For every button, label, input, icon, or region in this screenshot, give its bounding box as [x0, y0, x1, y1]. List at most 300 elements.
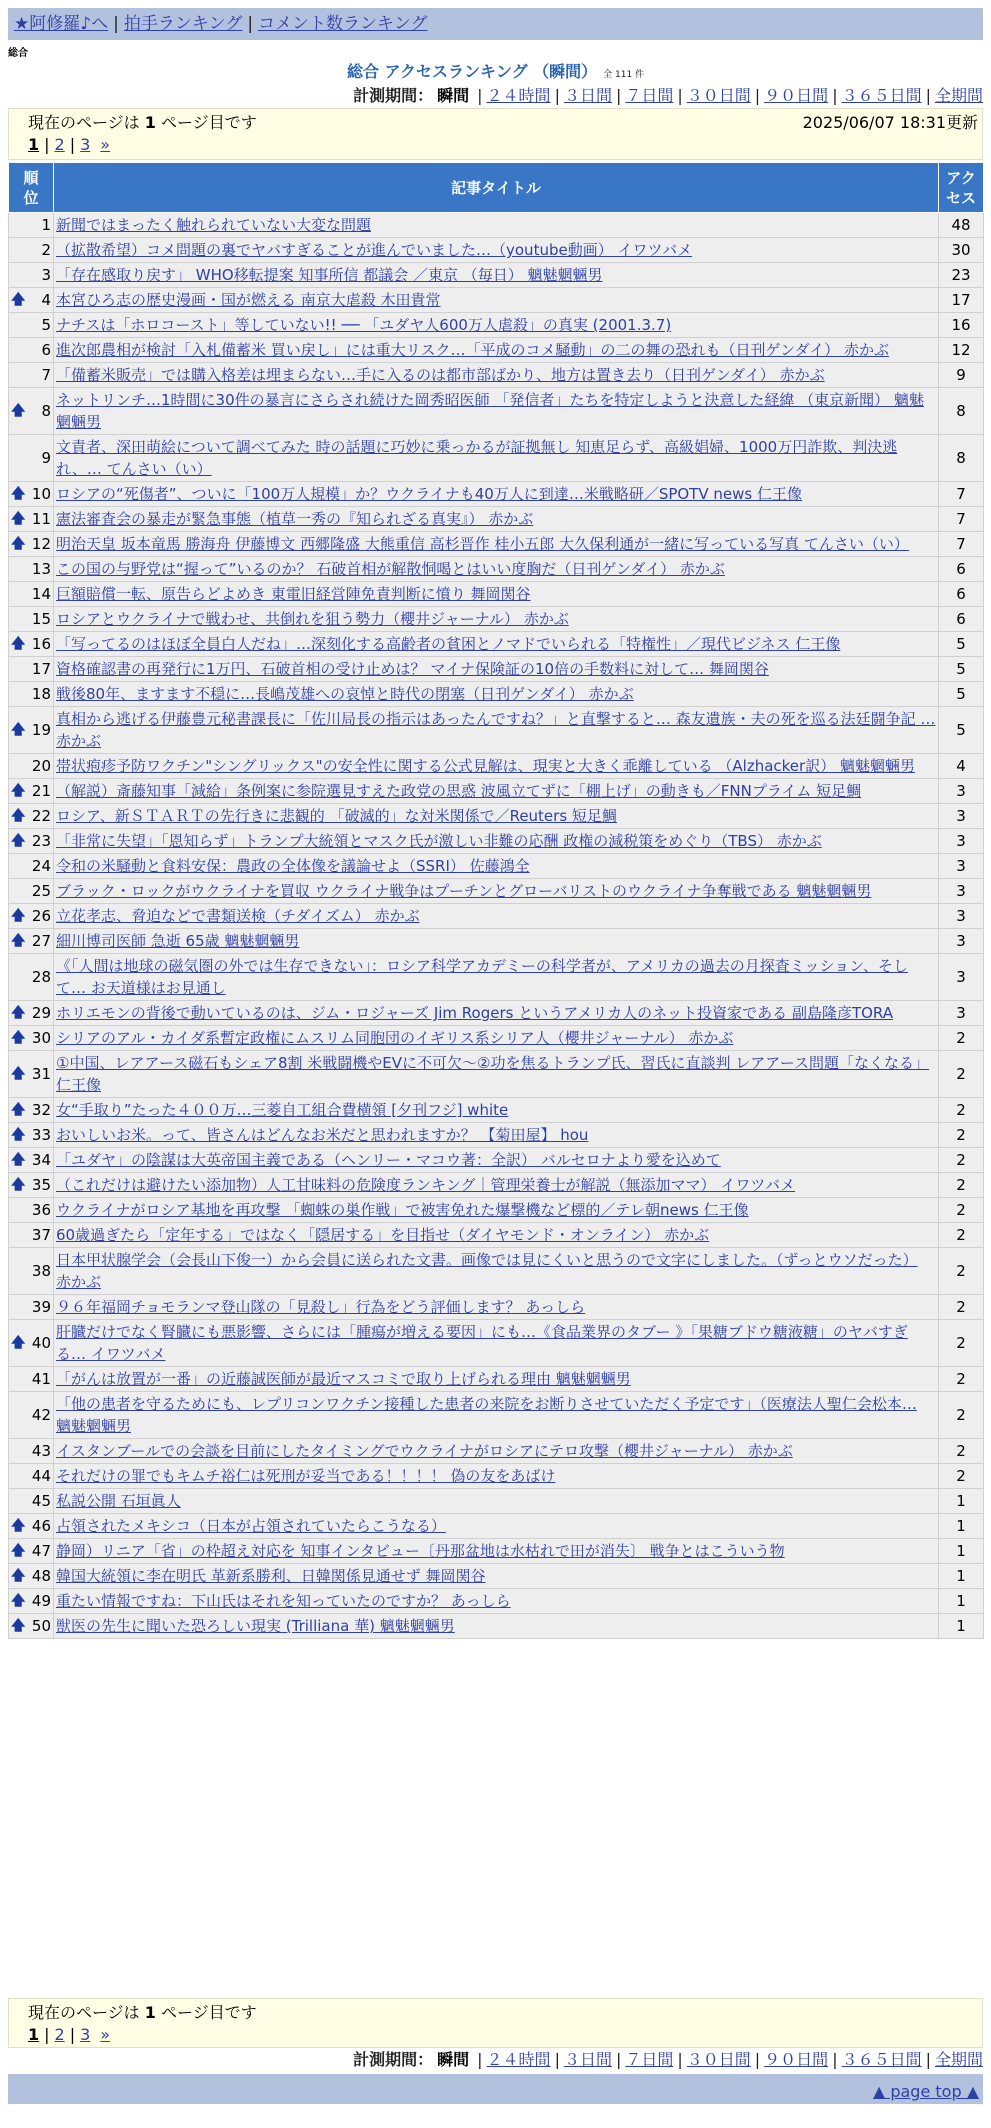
rank-number: 21	[31, 782, 51, 800]
rank-cell	[9, 1464, 54, 1489]
article-link[interactable]: ロシア、新ＳＴＡＲＴの先行きに悲観的 「破滅的」な対米関係で／Reuters 短足鯛	[56, 807, 617, 825]
access-count: 5	[939, 682, 984, 707]
access-count: 2	[939, 1392, 984, 1439]
rank-number: 10	[31, 485, 51, 503]
access-count: 2	[939, 1123, 984, 1148]
rank-cell	[9, 1295, 54, 1320]
page-2-link[interactable]: 2	[54, 2025, 65, 2044]
access-count: 4	[939, 754, 984, 779]
current-page-text: 現在のページは 1 ページ目です	[28, 113, 257, 132]
table-row	[9, 1439, 984, 1464]
rank-up-arrow-icon: 🡅	[11, 1518, 26, 1534]
rank-cell	[9, 607, 54, 632]
rank-number: 5	[41, 316, 51, 334]
article-link[interactable]: 「他の患者を守るためにも、レプリコンワクチン接種した患者の来院をお断りさせていただく予定です」（医療法人聖仁会松本… 魑魅魍魎男	[56, 1395, 917, 1435]
title-cell	[54, 904, 939, 929]
article-link[interactable]: ネットリンチ…1時間に30件の暴言にさらされ続けた岡秀昭医師 「発信者」たちを特定しようと決意した経緯 （東京新聞） 魑魅魍魎男	[56, 391, 924, 431]
rank-cell	[9, 288, 54, 313]
period-all[interactable]: 全期間	[934, 86, 983, 105]
table-row	[9, 263, 984, 288]
article-link[interactable]: シリアのアル・カイダ系暫定政権にムスリム同胞団のイギリス系シリア人（櫻井ジャーナル） 赤かぶ	[56, 1029, 734, 1047]
article-link[interactable]: 韓国大統領に李在明氏 革新系勝利、日韓関係見通せず 舞岡関谷	[56, 1567, 486, 1585]
table-row	[9, 1589, 984, 1614]
table-row	[9, 1367, 984, 1392]
rank-up-arrow-icon: 🡅	[11, 1152, 26, 1168]
table-row	[9, 707, 984, 754]
article-link[interactable]: 巨額賠償一転、原告らどよめき 東電旧経営陣免責判断に憤り 舞岡関谷	[56, 585, 531, 603]
rank-cell	[9, 238, 54, 263]
access-count: 7	[939, 482, 984, 507]
table-row	[9, 313, 984, 338]
article-link[interactable]: 占領されたメキシコ（日本が占領されていたらこうなる）	[56, 1517, 446, 1535]
article-link[interactable]: ①中国、レアアース磁石もシェア8割 米戦闘機やEVに不可欠～②功を焦るトランプ氏、習氏に直談判 レアアース問題「なくなる」 仁王像	[56, 1054, 930, 1094]
rank-cell	[9, 1148, 54, 1173]
rank-up-arrow-icon: 🡅	[11, 1066, 26, 1082]
access-count: 5	[939, 657, 984, 682]
title-cell	[54, 363, 939, 388]
title-header: 記事タイトル	[54, 163, 939, 213]
article-link[interactable]: ウクライナがロシア基地を再攻撃 「蜘蛛の巣作戦」で被害免れた爆撃機など標的／テレ朝news 仁王像	[56, 1201, 749, 1219]
rank-number: 17	[31, 660, 51, 678]
title-cell	[54, 1320, 939, 1367]
article-link[interactable]: ホリエモンの背後で動いているのは、ジム・ロジャーズ Jim Rogers というアメリカ人のネット投資家である 副島隆彦TORA	[56, 1004, 893, 1022]
title-cell	[54, 779, 939, 804]
article-link[interactable]: 本宮ひろ志の歴史漫画・国が燃える 南京大虐殺 木田貴常	[56, 291, 441, 309]
applause-ranking-link[interactable]: 拍手ランキング	[123, 14, 243, 34]
rank-cell	[9, 929, 54, 954]
rank-cell	[9, 1489, 54, 1514]
rank-up-arrow-icon: 🡅	[11, 1177, 26, 1193]
article-link[interactable]: ロシアの“死傷者”、ついに「100万人規模」か？ウクライナも40万人に到達…米戦略研／SPOTV news 仁王像	[56, 485, 802, 503]
title-cell	[54, 1489, 939, 1514]
rank-cell	[9, 263, 54, 288]
title-cell	[54, 1123, 939, 1148]
rank-up-arrow-icon: 🡅	[11, 536, 26, 552]
rank-cell	[9, 632, 54, 657]
period-30d[interactable]: ３０日間	[686, 2050, 751, 2069]
article-link[interactable]: 文責者、深田萌絵について調べてみた 時の話題に巧妙に乗っかるが証拠無し 知恵足らず、高級娼婦、1000万円詐欺、判決逃れ、… てんさい（い）	[56, 438, 898, 478]
rank-cell	[9, 904, 54, 929]
rank-up-arrow-icon: 🡅	[11, 1005, 26, 1021]
access-count: 2	[939, 1295, 984, 1320]
table-row	[9, 879, 984, 904]
title-cell	[54, 238, 939, 263]
article-link[interactable]: 令和の米騒動と食料安保：農政の全体像を議論せよ（SSRI） 佐藤鴻全	[56, 857, 530, 875]
rank-cell	[9, 1439, 54, 1464]
title-cell	[54, 1589, 939, 1614]
access-count: 1	[939, 1614, 984, 1639]
rank-up-arrow-icon: 🡅	[11, 486, 26, 502]
comment-ranking-link[interactable]: コメント数ランキング	[258, 14, 428, 34]
next-page-link[interactable]: »	[100, 135, 111, 154]
title-cell	[54, 929, 939, 954]
access-count: 3	[939, 879, 984, 904]
table-row	[9, 435, 984, 482]
article-link[interactable]: 立花孝志、脅迫などで書類送検（チダイズム） 赤かぶ	[56, 907, 420, 925]
access-count: 2	[939, 1439, 984, 1464]
article-link[interactable]: 戦後80年、ますます不穏に…長嶋茂雄への哀悼と時代の閉塞（日刊ゲンダイ） 赤かぶ	[56, 685, 634, 703]
rank-cell	[9, 1198, 54, 1223]
access-count: 2	[939, 1198, 984, 1223]
article-link[interactable]: 進次郎農相が検討「入札備蓄米 買い戻し」には重大リスク…「平成のコメ騒動」の二の舞の恐れも（日刊ゲンダイ） 赤かぶ	[56, 341, 890, 359]
article-link[interactable]: 憲法審査会の暴走が緊急事態（植草一秀の『知られざる真実』） 赤かぶ	[56, 510, 534, 528]
rank-cell	[9, 954, 54, 1001]
access-count: 5	[939, 707, 984, 754]
title-cell	[54, 213, 939, 238]
rank-up-arrow-icon: 🡅	[11, 722, 26, 738]
title-cell	[54, 1173, 939, 1198]
title-cell	[54, 313, 939, 338]
period-label: 計測期間：	[353, 86, 434, 105]
table-row	[9, 1514, 984, 1539]
rank-number: 15	[31, 610, 51, 628]
rank-number: 47	[31, 1542, 51, 1560]
title-cell	[54, 1295, 939, 1320]
access-count: 6	[939, 557, 984, 582]
access-count: 2	[939, 1148, 984, 1173]
access-count: 12	[939, 338, 984, 363]
article-link[interactable]: おいしいお米。って、皆さんはどんなお米だと思われますか？ 【菊田屋】 hou	[56, 1126, 589, 1144]
rank-number: 13	[31, 560, 51, 578]
article-link[interactable]: 「写ってるのはほぼ全員白人だね」…深刻化する高齢者の貧困とノマドでいられる「特権性」／現代ビジネス 仁王像	[56, 635, 841, 653]
access-count: 3	[939, 954, 984, 1001]
period-365d[interactable]: ３６５日間	[841, 2050, 922, 2069]
table-row	[9, 363, 984, 388]
page-1-current: 1	[28, 135, 40, 154]
table-row	[9, 682, 984, 707]
rank-number: 34	[31, 1151, 51, 1169]
table-row	[9, 1001, 984, 1026]
rank-number: 44	[31, 1467, 51, 1485]
table-row	[9, 1223, 984, 1248]
article-link[interactable]: （これだけは避けたい添加物）人工甘味料の危険度ランキング｜管理栄養士が解説（無添加ママ） イワツバメ	[56, 1176, 796, 1194]
title-cell	[54, 1148, 939, 1173]
rank-number: 3	[41, 266, 51, 284]
period-selector-bottom: 計測期間： 瞬間 | ２４時間 | ３日間 | ７日間 | ３０日間 | ９０日間 | ３６５日間 | 全期間	[353, 2050, 983, 2069]
rank-cell	[9, 1026, 54, 1051]
access-count: 3	[939, 779, 984, 804]
rank-cell	[9, 657, 54, 682]
rank-cell	[9, 482, 54, 507]
rank-number: 41	[31, 1370, 51, 1388]
rank-cell	[9, 1001, 54, 1026]
title-cell	[54, 829, 939, 854]
article-link[interactable]: ナチスは「ホロコースト」等していない!! ── 「ユダヤ人600万人虐殺」の真実 (2001.3.7)	[56, 316, 672, 334]
access-count: 17	[939, 288, 984, 313]
period-24h[interactable]: ２４時間	[486, 86, 551, 105]
table-row	[9, 1564, 984, 1589]
ranking-table-body	[9, 213, 984, 1639]
page-1-current: 1	[28, 2025, 40, 2044]
rank-number: 48	[31, 1567, 51, 1585]
rank-up-arrow-icon: 🡅	[11, 1335, 26, 1351]
rank-cell	[9, 1320, 54, 1367]
rank-number: 42	[31, 1406, 51, 1424]
title-cell	[54, 1614, 939, 1639]
table-row	[9, 288, 984, 313]
rank-cell	[9, 435, 54, 482]
table-row	[9, 1026, 984, 1051]
page-3-link[interactable]: 3	[80, 135, 91, 154]
table-row	[9, 482, 984, 507]
table-row	[9, 804, 984, 829]
table-row	[9, 754, 984, 779]
access-count: 3	[939, 904, 984, 929]
rank-number: 20	[31, 757, 51, 775]
article-link[interactable]: 静岡）リニア「省」の枠超え対応を 知事インタビュー〔丹那盆地は水枯れで田が消失〕 戦争とはこういう物	[56, 1542, 785, 1560]
rank-up-arrow-icon: 🡅	[11, 1618, 26, 1634]
pagination-top: 1 | 2 | 3 »	[28, 135, 111, 154]
table-row	[9, 1392, 984, 1439]
access-count: 16	[939, 313, 984, 338]
table-row	[9, 1295, 984, 1320]
article-link[interactable]: この国の与野党は“握って”いるのか？ 石破首相が解散恫喝とはいい度胸だ（日刊ゲンダイ） 赤かぶ	[56, 560, 725, 578]
page-top-link[interactable]: ▲ page top ▲	[872, 2082, 979, 2101]
rank-cell	[9, 557, 54, 582]
period-365d[interactable]: ３６５日間	[841, 86, 922, 105]
nav-separator: |	[247, 14, 254, 34]
access-count: 7	[939, 507, 984, 532]
rank-number: 8	[41, 402, 51, 420]
rank-number: 2	[41, 241, 51, 259]
rank-up-arrow-icon: 🡅	[11, 1593, 26, 1609]
table-row	[9, 904, 984, 929]
article-link[interactable]: ブラック・ロックがウクライナを買収 ウクライナ戦争はプーチンとグローバリストのウクライナ争奪戦である 魑魅魍魎男	[56, 882, 872, 900]
rank-number: 30	[31, 1029, 51, 1047]
article-link[interactable]: 真相から逃げる伊藤豊元秘書課長に「佐川局長の指示はあったんですね？」と直撃すると… 森友遺族・夫の死を巡る法廷闘争記 … 赤かぶ	[56, 710, 936, 750]
rank-cell	[9, 582, 54, 607]
table-row	[9, 954, 984, 1001]
period-30d[interactable]: ３０日間	[686, 86, 751, 105]
rank-up-arrow-icon: 🡅	[11, 511, 26, 527]
info-box-top	[8, 108, 983, 160]
pagination-bottom: 1 | 2 | 3 »	[28, 2025, 111, 2044]
article-link[interactable]: 女“手取り”たった４００万…三菱自工組合費横領 [夕刊フジ] white	[56, 1101, 509, 1119]
article-link[interactable]: 明治天皇 坂本竜馬 勝海舟 伊藤博文 西郷隆盛 大熊重信 高杉晋作 桂小五郎 大久保利通が一緒に写っている写真 てんさい（い）	[56, 535, 909, 553]
table-row	[9, 557, 984, 582]
rank-number: 28	[31, 968, 51, 986]
rank-number: 11	[31, 510, 51, 528]
rank-number: 1	[41, 216, 51, 234]
access-count: 1	[939, 1589, 984, 1614]
page-2-link[interactable]: 2	[54, 135, 65, 154]
period-all[interactable]: 全期間	[934, 2050, 983, 2069]
rank-cell	[9, 829, 54, 854]
article-link[interactable]: 帯状疱疹予防ワクチン"シングリックス"の安全性に関する公式見解は、現実と大きく乖離している （Alzhacker訳） 魑魅魍魎男	[56, 757, 915, 775]
rank-cell	[9, 1223, 54, 1248]
table-row	[9, 1489, 984, 1514]
home-link[interactable]: ★阿修羅♪へ	[14, 14, 109, 34]
table-header-row	[9, 163, 984, 213]
rank-cell	[9, 879, 54, 904]
article-link[interactable]: ロシアとウクライナで戦わせ、共倒れを狙う勢力（櫻井ジャーナル） 赤かぶ	[56, 610, 569, 628]
rank-cell	[9, 213, 54, 238]
rank-cell	[9, 1514, 54, 1539]
article-link[interactable]: 新聞ではまったく触れられていない大変な問題	[56, 216, 372, 234]
title-cell	[54, 1001, 939, 1026]
article-link[interactable]: 細川博司医師 急逝 65歳 魑魅魍魎男	[56, 932, 300, 950]
period-7d[interactable]: ７日間	[625, 86, 674, 105]
title-cell	[54, 435, 939, 482]
period-24h[interactable]: ２４時間	[486, 2050, 551, 2069]
period-3d[interactable]: ３日間	[563, 2050, 612, 2069]
access-count: 9	[939, 363, 984, 388]
article-link[interactable]: 「がんは放置が一番」の近藤誠医師が最近マスコミで取り上げられる理由 魑魅魍魎男	[56, 1370, 631, 1388]
title-cell	[54, 1198, 939, 1223]
article-link[interactable]: 《「人間は地球の磁気圏の外では生存できない」：ロシア科学アカデミーの科学者が、アメリカの過去の月探査ミッション、そして… お天道様はお見通し	[56, 957, 909, 997]
period-selector-top: 計測期間： 瞬間 | ２４時間 | ３日間 | ７日間 | ３０日間 | ９０日間 | ３６５日間 | 全期間	[353, 86, 983, 105]
rank-cell	[9, 1589, 54, 1614]
period-7d[interactable]: ７日間	[625, 2050, 674, 2069]
access-count: 2	[939, 1320, 984, 1367]
rank-number: 31	[31, 1065, 51, 1083]
title-cell	[54, 954, 939, 1001]
rank-up-arrow-icon: 🡅	[11, 1030, 26, 1046]
article-link[interactable]: それだけの罪でもキムチ裕仁は死刑が妥当である！！！！ 偽の友をあばけ	[56, 1467, 556, 1485]
rank-cell	[9, 1392, 54, 1439]
rank-cell	[9, 507, 54, 532]
table-row	[9, 929, 984, 954]
title-cell	[54, 388, 939, 435]
access-count: 2	[939, 1026, 984, 1051]
rank-number: 16	[31, 635, 51, 653]
access-count: 8	[939, 388, 984, 435]
period-90d[interactable]: ９０日間	[764, 86, 829, 105]
rank-cell	[9, 388, 54, 435]
rank-up-arrow-icon: 🡅	[11, 1568, 26, 1584]
title-cell	[54, 632, 939, 657]
article-link[interactable]: 「ユダヤ」の陰謀は大英帝国主義である（ヘンリー・マコウ著：全訳） バルセロナより愛を込めて	[56, 1151, 721, 1169]
table-row	[9, 238, 984, 263]
article-link[interactable]: 日本甲状腺学会（会長山下俊一）から会員に送られた文書。画像では見にくいと思うので文字にしました。（ずっとウソだった） 赤かぶ	[56, 1251, 918, 1291]
access-count: 3	[939, 804, 984, 829]
title-cell	[54, 532, 939, 557]
title-cell	[54, 482, 939, 507]
access-count: 8	[939, 435, 984, 482]
table-row	[9, 1464, 984, 1489]
bottom-bar	[8, 2074, 983, 2104]
rank-cell	[9, 1614, 54, 1639]
access-count: 30	[939, 238, 984, 263]
rank-number: 24	[31, 857, 51, 875]
rank-cell	[9, 804, 54, 829]
article-link[interactable]: ９６年福岡チョモランマ登山隊の「見殺し」行為をどう評価します？ あっしら	[56, 1298, 586, 1316]
article-link[interactable]: 私説公開 石垣眞人	[56, 1492, 181, 1510]
table-row	[9, 582, 984, 607]
access-count: 2	[939, 1248, 984, 1295]
rank-cell	[9, 363, 54, 388]
top-nav-bar	[8, 8, 983, 40]
rank-cell	[9, 707, 54, 754]
rank-up-arrow-icon: 🡅	[11, 783, 26, 799]
rank-number: 49	[31, 1592, 51, 1610]
rank-cell	[9, 854, 54, 879]
article-link[interactable]: 肝臓だけでなく腎臓にも悪影響、さらには「腫瘍が増える要因」にも…《食品業界のタブー 》「果糖ブドウ糖液糖」のヤバすぎる… イワツバメ	[56, 1323, 908, 1363]
table-row	[9, 1123, 984, 1148]
title-cell	[54, 288, 939, 313]
current-page-text-bottom: 現在のページは 1 ページ目です	[28, 2003, 257, 2022]
rank-up-arrow-icon: 🡅	[11, 1127, 26, 1143]
nav-separator: |	[113, 14, 119, 34]
rank-number: 36	[31, 1201, 51, 1219]
article-link[interactable]: 「備蓄米販売」では購入格差は埋まらない…手に入るのは都市部ばかり、地方は置き去り（日刊ゲンダイ） 赤かぶ	[56, 366, 825, 384]
title-cell	[54, 804, 939, 829]
table-row	[9, 1098, 984, 1123]
access-count: 1	[939, 1539, 984, 1564]
article-link[interactable]: （拡散希望）コメ問題の裏でヤバすぎることが進んでいました…（youtube動画） イワツバメ	[56, 241, 693, 259]
access-count: 2	[939, 1051, 984, 1098]
access-count: 1	[939, 1489, 984, 1514]
period-3d[interactable]: ３日間	[563, 86, 612, 105]
article-link[interactable]: 「存在感取り戻す」 WHO移転提案 知事所信 都議会 ／東京 （毎日） 魑魅魍魎男	[56, 266, 603, 284]
article-link[interactable]: イスタンブールでの会談を目前にしたタイミングでウクライナがロシアにテロ攻撃（櫻井ジャーナル） 赤かぶ	[56, 1442, 793, 1460]
rank-number: 9	[41, 449, 51, 467]
rank-cell	[9, 1051, 54, 1098]
rank-number: 18	[31, 685, 51, 703]
article-link[interactable]: （解説）斎藤知事「減給」条例案に参院選見すえた政党の思惑 波風立てずに「棚上げ」の動きも／FNNプライム 短足鯛	[56, 782, 862, 800]
access-count: 6	[939, 582, 984, 607]
title-cell	[54, 1539, 939, 1564]
page-title: 総合 アクセスランキング （瞬間）	[346, 62, 598, 81]
rank-up-arrow-icon: 🡅	[11, 292, 26, 308]
next-page-link[interactable]: »	[100, 2025, 111, 2044]
article-link[interactable]: 資格確認書の再発行に1万円、石破首相の受け止めは？ マイナ保険証の10倍の手数料に対して… 舞岡関谷	[56, 660, 769, 678]
rank-up-arrow-icon: 🡅	[11, 808, 26, 824]
period-90d[interactable]: ９０日間	[764, 2050, 829, 2069]
table-row	[9, 213, 984, 238]
table-row	[9, 1198, 984, 1223]
access-count: 48	[939, 213, 984, 238]
article-link[interactable]: 獣医の先生に聞いた恐ろしい現実 (Trilliana 華) 魑魅魍魎男	[56, 1617, 455, 1635]
table-row	[9, 854, 984, 879]
rank-number: 39	[31, 1298, 51, 1316]
article-link[interactable]: 「非常に失望」「恩知らず」トランプ大統領とマスク氏が激しい非難の応酬 政権の減税策をめぐり（TBS） 赤かぶ	[56, 832, 822, 850]
article-link[interactable]: 重たい情報ですね：下山氏はそれを知っていたのですか？ あっしら	[56, 1592, 511, 1610]
title-cell	[54, 263, 939, 288]
rank-up-arrow-icon: 🡅	[11, 1543, 26, 1559]
access-count: 7	[939, 532, 984, 557]
table-row	[9, 1051, 984, 1098]
rank-number: 25	[31, 882, 51, 900]
access-count: 3	[939, 854, 984, 879]
section-label: 総合	[8, 48, 28, 59]
rank-up-arrow-icon: 🡅	[11, 908, 26, 924]
page-3-link[interactable]: 3	[80, 2025, 91, 2044]
title-cell	[54, 1223, 939, 1248]
title-cell	[54, 657, 939, 682]
rank-cell	[9, 682, 54, 707]
title-cell	[54, 557, 939, 582]
article-link[interactable]: 60歳過ぎたら「定年する」ではなく「隠居する」を目指せ（ダイヤモンド・オンライン） 赤かぶ	[56, 1226, 710, 1244]
table-row	[9, 532, 984, 557]
rank-cell	[9, 1539, 54, 1564]
table-row	[9, 388, 984, 435]
access-count: 5	[939, 632, 984, 657]
table-row	[9, 1320, 984, 1367]
rank-cell	[9, 779, 54, 804]
table-row	[9, 657, 984, 682]
title-cell	[54, 507, 939, 532]
access-count: 2	[939, 1367, 984, 1392]
title-cell	[54, 1564, 939, 1589]
rank-number: 33	[31, 1126, 51, 1144]
rank-cell	[9, 1367, 54, 1392]
rank-number: 4	[41, 291, 51, 309]
access-count: 2	[939, 1098, 984, 1123]
table-row	[9, 338, 984, 363]
title-cell	[54, 1514, 939, 1539]
table-row	[9, 1539, 984, 1564]
